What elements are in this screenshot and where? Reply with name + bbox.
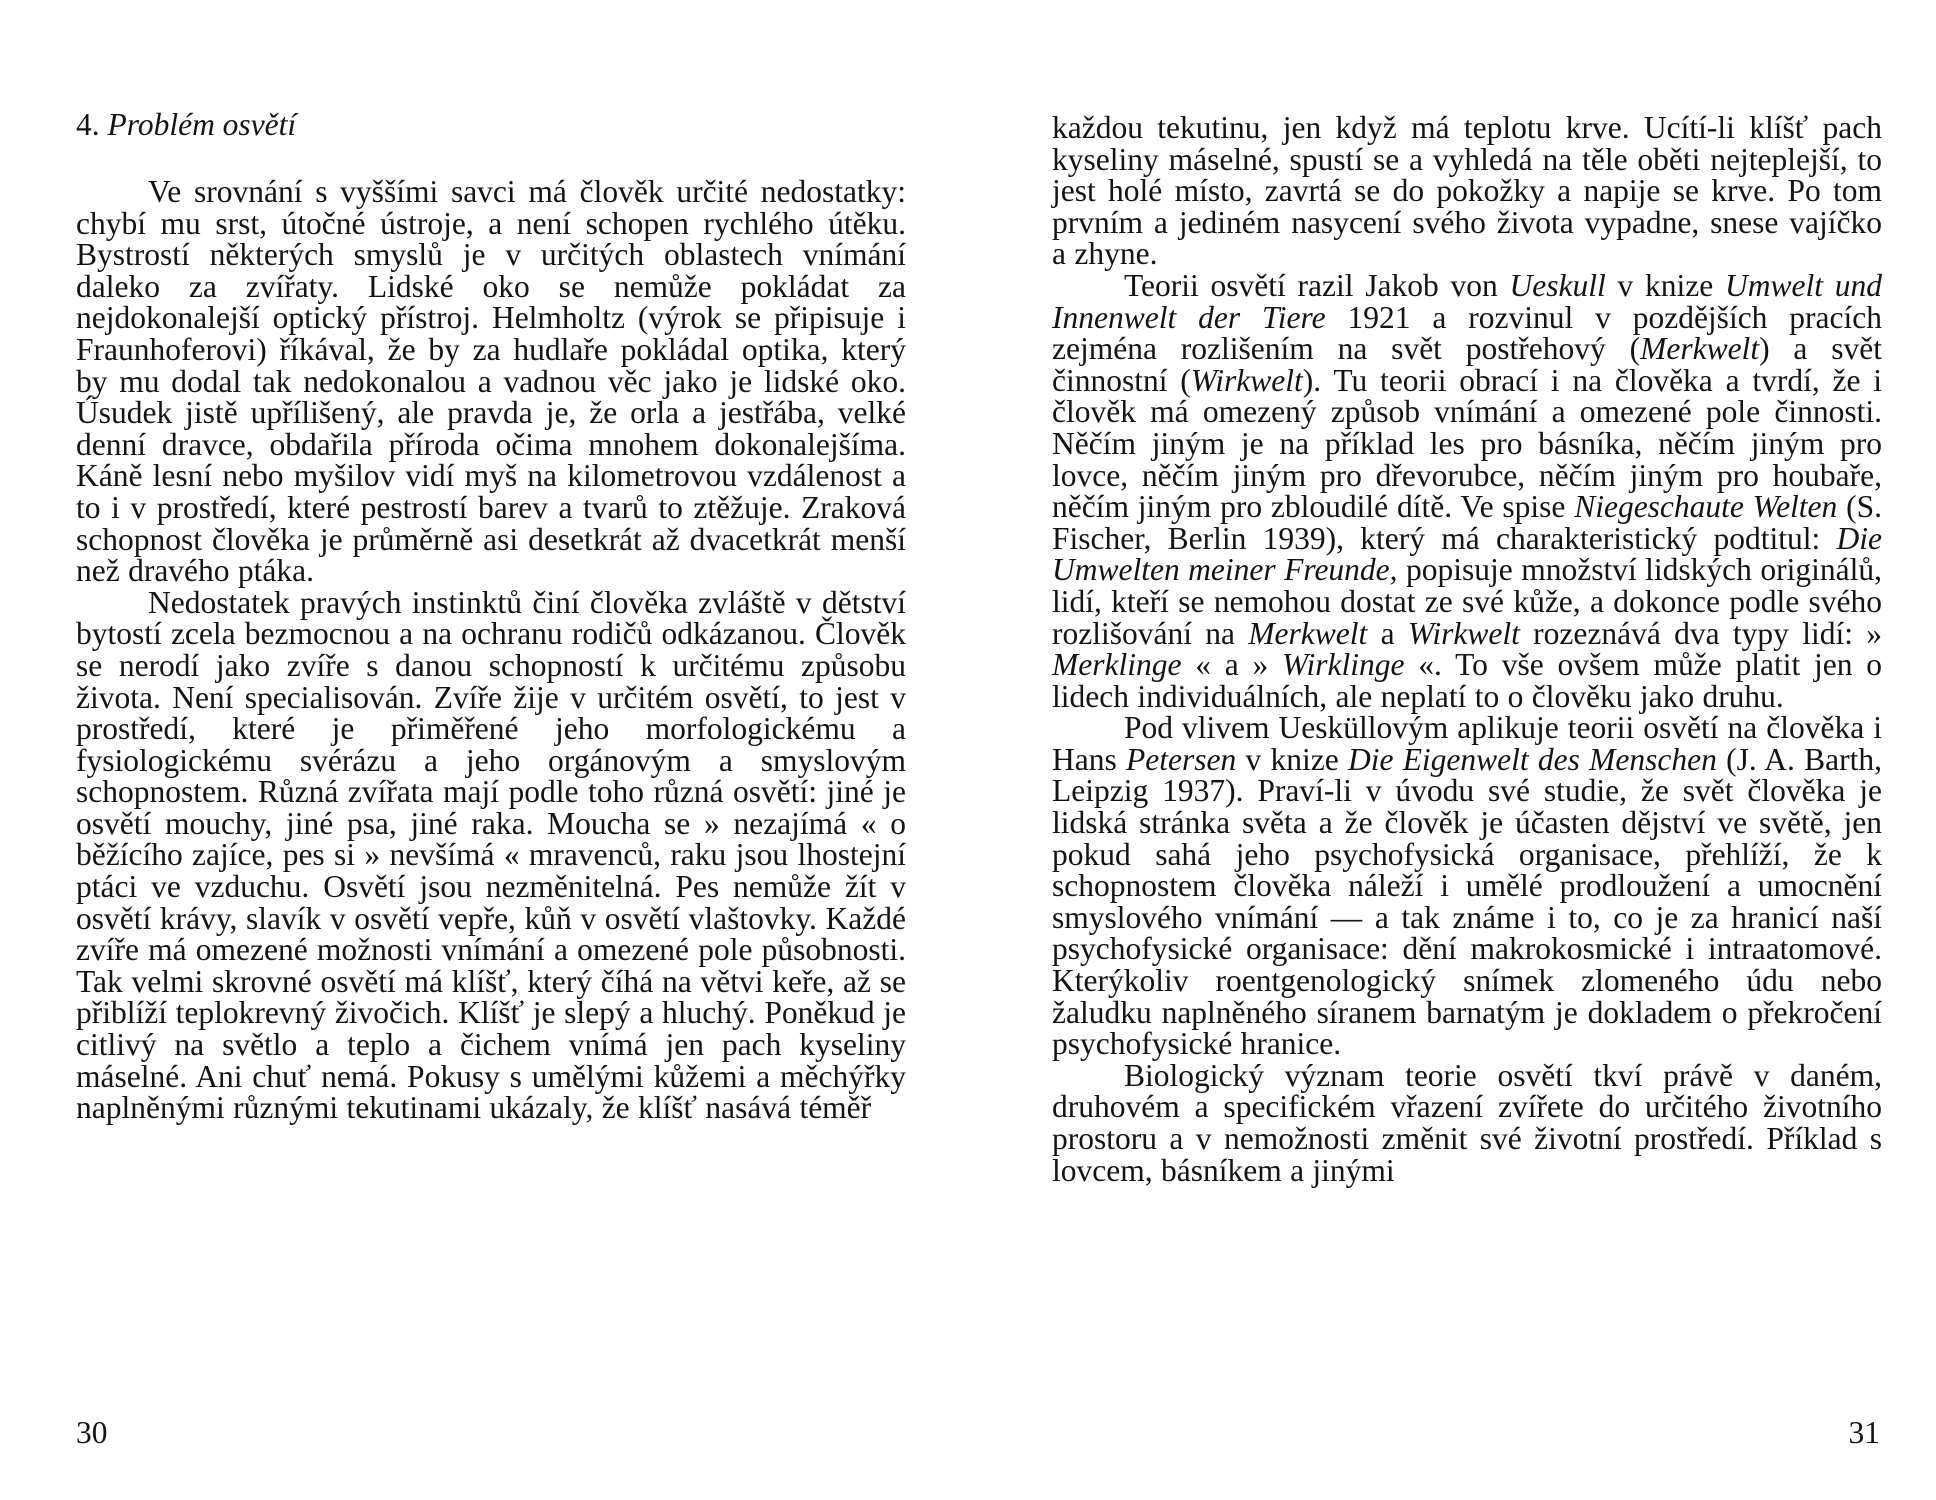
term: Merkwelt xyxy=(1248,615,1368,651)
text-run: (J. A. Barth, Leipzig 1937). Praví-li v úvodu své studie, že svět člověka je lidská stránka světa a že člověk je účasten dějství ve světě, jen pokud sahá jeho psychofysická organisace, přehlíží, že k schopnostem člověka náleží i umělé prodloužení a umocnění smyslového vnímání — a tak známe i to, co je za hranicí naší psychofysické organisace: dění makrokosmické i intraatomové. Kterýkoliv roentgenologický snímek zlomeného údu nebo žaludku naplněného síranem barnatým je dokladem o překročení psychofysické hranice. xyxy=(1052,741,1882,1062)
text-run: v knize xyxy=(1605,267,1725,303)
term: Merklinge xyxy=(1052,647,1182,683)
page-number-left: 30 xyxy=(76,1415,108,1450)
term: Merkwelt xyxy=(1640,331,1760,367)
book-title: Die Eigenwelt des Menschen xyxy=(1347,741,1717,777)
text-run: Pod vlivem Uesküllovým aplikuje teorii osvětí na člověka i Hans xyxy=(1052,710,1882,777)
author-name: Petersen xyxy=(1126,741,1237,777)
text-run: 1921 a rozvinul v pozdějších pracích zejména rozlišením na svět postřehový ( xyxy=(1052,299,1882,367)
section-heading xyxy=(76,108,296,142)
term: Wirkwelt xyxy=(1407,615,1520,651)
paragraph: Nedostatek pravých instinktů činí člověka zvláště v dětství bytostí zcela bezmocnou a na ochranu rodičů odkázanou. Člověk se nerodí jako zvíře s danou schopností k určitému způsobu života. Není specialisován. Zvíře žije v určitém osvětí, to jest v prostředí, které je přiměřené jeho morfologickému a fysiologickému svérázu a jeho orgánovým a smyslovým schopnostem. Různá zvířata mají podle toho různá osvětí: jiné je osvětí mouchy, jiné psa, jiné raka. Moucha se » nezajímá « o běžícího zajíce, pes si » nevšímá « mravenců, raku jsou lhostejní ptáci ve vzduchu. Osvětí jsou nezměnitelná. Pes nemůže žít v osvětí krávy, slavík v osvětí vepře, kůň v osvětí vlaštovky. Každé zvíře má omezené možnosti vnímání a omezené pole působnosti. Tak velmi skrovné osvětí má klíšť, který číhá na větvi keře, až se přiblíží teplokrevný živočich. Klíšť je slepý a hluchý. Poněkud je citlivý na světlo a teplo a čichem vnímá jen pach kyseliny máselné. Ani chuť nemá. Pokusy s umělými kůžemi a měchýřky naplněnými různými tekutinami ukázaly, že klíšť nasává téměř xyxy=(76,584,906,1126)
paragraph xyxy=(1052,712,1882,1060)
text-run: «. To vše ovšem může platit jen o lidech individuálních, ale neplatí to o člověku jako druhu. xyxy=(1052,647,1883,714)
right-page xyxy=(968,0,1936,1500)
section-number: 4. xyxy=(76,107,100,142)
term: Wirklinge xyxy=(1282,647,1405,683)
right-body-text xyxy=(1052,112,1882,1186)
paragraph: Ve srovnání s vyššími savci má člověk určité nedostatky: chybí mu srst, útočné ústroje, a není schopen rychlého útěku. Bystrostí některých smyslů je v určitých oblastech vnímání daleko za zvířaty. Lidské oko se nemůže pokládat za nejdokonalejší optický přístroj. Helmholtz (výrok se připisuje i Fraunhoferovi) říkával, že by za hudlaře pokládal optika, který by mu dodal tak nedokonalou a vadnou věc jako je lidské oko. Úsudek jistě upřílišený, ale pravda je, že orla a jestřába, velké denní dravce, obdařila příroda očima mnohem dokonalejšíma. Káně lesní nebo myšilov vidí myš na kilometrovou vzdálenost a to i v prostředí, které pestrostí barev a tvarů to ztěžuje. Zraková schopnost člověka je průměrně asi desetkrát až dvacetkrát menší než dravého ptáka. xyxy=(76,174,906,589)
paragraph xyxy=(1052,267,1883,714)
subtitle: Die Umwelten meiner Freunde, xyxy=(1052,520,1882,588)
section-title: Problém osvětí xyxy=(107,107,297,142)
text-run: ). Tu teorii obrací i na člověka a tvrdí, že i člověk má omezený způsob vnímání a omezené pole činnosti. Něčím jiným je na příklad les pro básníka, něčím jiným pro lovce, něčím jiným pro dřevorubce, něčím jiným pro houbaře, něčím jiným pro zbloudilé dítě. Ve spise xyxy=(1052,362,1882,525)
left-body-text xyxy=(76,176,906,1124)
text-run: a xyxy=(1367,615,1408,651)
author-name: Ueskull xyxy=(1509,267,1606,303)
text-run: « a » xyxy=(1181,647,1283,683)
book-title: Umwelt und Innenwelt der Tiere xyxy=(1052,267,1882,335)
page-number-right: 31 xyxy=(1848,1415,1880,1450)
book-title: Niegeschaute Welten xyxy=(1574,489,1838,525)
text-run: Teorii osvětí razil Jakob von xyxy=(1124,267,1510,303)
text-run: rozeznává dva typy lidí: » xyxy=(1519,615,1883,651)
text-run: v knize xyxy=(1236,741,1348,777)
paragraph: Biologický význam teorie osvětí tkví právě v daném, druhovém a specifickém vřazení zvířete do určitého životního prostoru a v nemožnosti změnit své životní prostředí. Příklad s lovcem, básníkem a jinými xyxy=(1052,1057,1882,1188)
paragraph: každou tekutinu, jen když má teplotu krve. Ucítí-li klíšť pach kyseliny máselné, spustí se a vyhledá na těle oběti nejteplejší, to jest holé místo, zavrtá se do pokožky a napije se krve. Po tom prvním a jediném nasycení svého života vypadne, snese vajíčko a zhyne. xyxy=(1052,110,1882,272)
text-run: (S. Fischer, Berlin 1939), který má charakteristický podtitul: xyxy=(1052,489,1882,556)
term: Wirkwelt xyxy=(1190,362,1303,398)
text-run: ) a svět činnostní ( xyxy=(1052,331,1882,398)
text-run: popisuje množství lidských originálů, lidí, kteří se nemohou dostat ze své kůže, a dokonce podle svého rozlišování na xyxy=(1052,552,1882,651)
